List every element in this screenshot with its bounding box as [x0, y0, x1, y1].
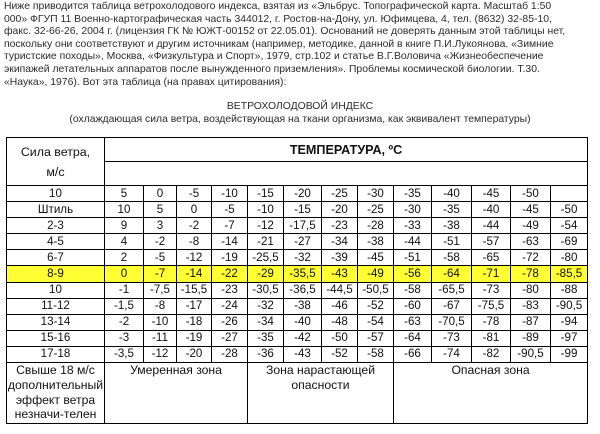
- zone-dangerous: Опасная зона: [394, 363, 588, 424]
- wind-speed-cell: Штиль: [7, 202, 105, 218]
- temperature-cell: -73: [472, 282, 511, 298]
- intro-line: туристские походы», Москва, «Физкультура и Спорт», 1979, стр.102 и статье В.Г.Воловича «Жизнеобеспечение: [4, 51, 544, 63]
- temperature-cell: -15,5: [177, 282, 212, 298]
- temperature-cell: -2: [177, 218, 212, 234]
- temperature-cell: -49: [511, 218, 551, 234]
- temperature-cell: -1: [105, 282, 144, 298]
- temperature-cell: -3,5: [105, 346, 144, 362]
- temperature-cell: -15: [284, 202, 322, 218]
- temperature-cell: -63: [511, 234, 551, 250]
- intro-line: Ниже приводится таблица ветрохолодового индекса, взятая из «Эльбрус. Топографической карта. Масштаб 1:50: [4, 1, 552, 12]
- temperature-cell: -99: [551, 346, 588, 362]
- temperature-cell: -15: [248, 186, 284, 202]
- temperature-cell: -19: [177, 330, 212, 346]
- wind-speed-cell: 4-5: [7, 234, 105, 250]
- temperature-cell: -75,5: [472, 298, 511, 314]
- intro-paragraph: [4, 1, 596, 89]
- wind-speed-cell: 2-3: [7, 218, 105, 234]
- temperature-cell: -27: [212, 330, 248, 346]
- temperature-cell: -64: [432, 266, 472, 282]
- zones-row: [7, 363, 588, 424]
- temperature-cell: -3: [105, 330, 144, 346]
- temperature-cell: -45: [472, 186, 511, 202]
- temperature-cell: -30,5: [248, 282, 284, 298]
- temperature-cell: -22: [212, 266, 248, 282]
- wind-speed-cell: 10: [7, 282, 105, 298]
- temperature-cell: -94: [551, 314, 588, 330]
- temperature-cell: 5: [144, 202, 177, 218]
- temperature-cell: -85,5: [551, 266, 588, 282]
- temperature-cell: -25: [358, 202, 394, 218]
- zone-increasing-line1: Зона нарастающей: [265, 363, 376, 378]
- wind-speed-cell: 11-12: [7, 298, 105, 314]
- temperature-cell: 0: [105, 266, 144, 282]
- temperature-cell: -7: [212, 218, 248, 234]
- wind-header-unit: м/с: [46, 164, 65, 179]
- temperature-cell: -80: [551, 250, 588, 266]
- temperature-cell: -88: [551, 282, 588, 298]
- temperature-cell: -51: [432, 234, 472, 250]
- temperature-cell: -78: [472, 314, 511, 330]
- note-line: дополнительный: [7, 377, 104, 392]
- temperature-cell: -45: [511, 202, 551, 218]
- temperature-cell: -34: [248, 314, 284, 330]
- temperature-cell: -1,5: [105, 298, 144, 314]
- temperature-cell: -50,5: [358, 282, 394, 298]
- wind-speed-cell: 17-18: [7, 346, 105, 362]
- temperature-cell: -2: [144, 234, 177, 250]
- temperature-cell: -48: [322, 314, 358, 330]
- temperature-cell: -5: [177, 186, 212, 202]
- note-cell: [7, 363, 105, 424]
- header-row: [7, 138, 588, 162]
- temperature-cell: -90,5: [551, 298, 588, 314]
- temperature-cell: -28: [212, 346, 248, 362]
- temperature-cell: -89: [511, 330, 551, 346]
- temperature-cell: -56: [394, 266, 432, 282]
- temperature-cell: -44,5: [322, 282, 358, 298]
- temperature-cell: -36: [248, 346, 284, 362]
- temperature-cell: -25: [322, 186, 358, 202]
- temperature-cell: -65: [472, 250, 511, 266]
- temperature-cell: -43: [322, 266, 358, 282]
- temperature-cell: -8: [144, 298, 177, 314]
- temperature-cell: -45: [358, 250, 394, 266]
- temperature-cell: -67: [432, 298, 472, 314]
- temperature-cell: -46: [322, 298, 358, 314]
- temperature-header: ТЕМПЕРАТУРА, ºС: [105, 138, 588, 162]
- wind-speed-cell: 8-9: [7, 266, 105, 282]
- temperature-cell: -73: [432, 330, 472, 346]
- temperature-cell: -39: [322, 250, 358, 266]
- header-spacer: [105, 162, 588, 186]
- table-caption: [0, 101, 600, 127]
- temperature-cell: -81: [472, 330, 511, 346]
- temperature-cell: -87: [511, 314, 551, 330]
- temperature-cell: -34: [322, 234, 358, 250]
- table-row: [7, 266, 588, 282]
- wind-speed-cell: 15-16: [7, 330, 105, 346]
- temperature-cell: -7: [144, 266, 177, 282]
- temperature-cell: -57: [472, 234, 511, 250]
- temperature-cell: -30: [358, 186, 394, 202]
- temperature-cell: -10: [248, 202, 284, 218]
- intro-line: «Наука», 1976). Вот эта таблица (на правах цитирования):: [4, 76, 287, 88]
- temperature-cell: -12: [177, 250, 212, 266]
- temperature-cell: -24: [212, 298, 248, 314]
- temperature-cell: -38: [432, 218, 472, 234]
- temperature-cell: -40: [472, 202, 511, 218]
- temperature-cell: -44: [472, 218, 511, 234]
- temperature-cell: -20: [322, 202, 358, 218]
- table-row: [7, 314, 588, 330]
- temperature-cell: -35: [394, 186, 432, 202]
- temperature-cell: -50: [511, 186, 551, 202]
- temperature-cell: -25,5: [248, 250, 284, 266]
- temperature-cell: -97: [551, 330, 588, 346]
- temperature-cell: -14: [177, 266, 212, 282]
- table-row: [7, 218, 588, 234]
- zone-moderate: Умеренная зона: [105, 363, 248, 424]
- temperature-cell: -74: [432, 346, 472, 362]
- intro-line: экипажей летательных аппаратов после вынужденного приземления». Проблемы космической биологии. Т.30.: [4, 63, 540, 75]
- temperature-cell: -27: [284, 234, 322, 250]
- note-line: незначи-телен: [14, 407, 97, 422]
- temperature-cell: -35,5: [284, 266, 322, 282]
- temperature-cell: -14: [212, 234, 248, 250]
- table-row: [7, 330, 588, 346]
- temperature-cell: -83: [511, 298, 551, 314]
- temperature-cell: -5: [144, 250, 177, 266]
- temperature-cell: -65,5: [432, 282, 472, 298]
- temperature-cell: -5: [212, 202, 248, 218]
- table-row: [7, 298, 588, 314]
- table-row: [7, 186, 588, 202]
- wind-header-cell: [7, 138, 105, 186]
- temperature-cell: -60: [394, 298, 432, 314]
- temperature-cell: -64: [394, 330, 432, 346]
- temperature-cell: -11: [144, 330, 177, 346]
- temperature-cell: -29: [248, 266, 284, 282]
- temperature-cell: 2: [105, 250, 144, 266]
- temperature-cell: -58: [394, 282, 432, 298]
- temperature-cell: -80: [511, 282, 551, 298]
- temperature-cell: -21: [248, 234, 284, 250]
- note-line: эффект ветра: [15, 392, 96, 407]
- temperature-cell: 0: [177, 202, 212, 218]
- temperature-cell: -50: [551, 202, 588, 218]
- temperature-cell: -8: [177, 234, 212, 250]
- temperature-cell: -54: [551, 218, 588, 234]
- temperature-cell: -12: [248, 218, 284, 234]
- temperature-cell: -78: [511, 266, 551, 282]
- temperature-cell: -19: [212, 250, 248, 266]
- temperature-cell: -38: [284, 298, 322, 314]
- temperature-cell: -54: [358, 314, 394, 330]
- temperature-cell: -35: [248, 330, 284, 346]
- table-row: [7, 250, 588, 266]
- wind-speed-cell: 10: [7, 186, 105, 202]
- temperature-cell: -82: [472, 346, 511, 362]
- temperature-cell: -52: [322, 346, 358, 362]
- temperature-cell: -40: [284, 314, 322, 330]
- temperature-cell: -12: [144, 346, 177, 362]
- temperature-cell: -18: [177, 314, 212, 330]
- temperature-cell: -10: [212, 186, 248, 202]
- temperature-cell: 4: [105, 234, 144, 250]
- wind-speed-cell: 6-7: [7, 250, 105, 266]
- temperature-cell: -20: [177, 346, 212, 362]
- temperature-cell: -58: [358, 346, 394, 362]
- temperature-cell: 3: [144, 218, 177, 234]
- temperature-cell: -7,5: [144, 282, 177, 298]
- temperature-cell: -20: [284, 186, 322, 202]
- intro-line: факс. 32-66-26, 2004 г. (лицензия ГК № ЮЖТ-00152 от 22.05.01). Оснований не доверять данным этой таблицы нет,: [4, 26, 566, 38]
- temperature-cell: -32: [248, 298, 284, 314]
- temperature-cell: -70,5: [432, 314, 472, 330]
- table-row: [7, 234, 588, 250]
- temperature-cell: -63: [394, 314, 432, 330]
- caption-subtitle: (охлаждающая сила ветра, воздействующая на ткани организма, как эквивалент температуры): [69, 113, 531, 125]
- temperature-cell: -90,5: [511, 346, 551, 362]
- temperature-cell: -23: [212, 282, 248, 298]
- temperature-cell: 10: [105, 202, 144, 218]
- zone-increasing-line2: опасности: [291, 377, 350, 392]
- table-row: [7, 202, 588, 218]
- temperature-cell: -69: [551, 234, 588, 250]
- wind-speed-cell: 13-14: [7, 314, 105, 330]
- wind-header-label: Сила ветра,: [20, 144, 91, 159]
- temperature-cell: -58: [432, 250, 472, 266]
- temperature-cell: -40: [432, 186, 472, 202]
- temperature-cell: -38: [358, 234, 394, 250]
- temperature-cell: 5: [105, 186, 144, 202]
- temperature-cell: -44: [394, 234, 432, 250]
- note-line: Свыше 18 м/с: [16, 363, 95, 378]
- temperature-cell: -35: [432, 202, 472, 218]
- temperature-cell: -28: [358, 218, 394, 234]
- temperature-cell: -66: [394, 346, 432, 362]
- temperature-cell: -43: [284, 346, 322, 362]
- temperature-cell: -36,5: [284, 282, 322, 298]
- temperature-cell: [551, 186, 588, 202]
- temperature-cell: -2: [105, 314, 144, 330]
- temperature-cell: -10: [144, 314, 177, 330]
- temperature-cell: -49: [358, 266, 394, 282]
- temperature-cell: -26: [212, 314, 248, 330]
- temperature-cell: -52: [358, 298, 394, 314]
- zone-increasing-danger: [248, 363, 394, 424]
- temperature-cell: -33: [394, 218, 432, 234]
- temperature-cell: -23: [322, 218, 358, 234]
- temperature-cell: 0: [144, 186, 177, 202]
- wind-chill-table: [6, 137, 588, 424]
- temperature-cell: -30: [394, 202, 432, 218]
- temperature-cell: -71: [472, 266, 511, 282]
- table-row: [7, 282, 588, 298]
- temperature-cell: -17: [177, 298, 212, 314]
- caption-title: ВЕТРОХОЛОДОВОЙ ИНДЕКС: [226, 101, 374, 112]
- intro-line: 000» ФГУП 11 Военно-картографическая часть 344012, г. Ростов-на-Дону, ул. Юфимцева, 4, тел. (8632) 32-85-10,: [4, 13, 552, 25]
- temperature-cell: -17,5: [284, 218, 322, 234]
- temperature-cell: -32: [284, 250, 322, 266]
- temperature-cell: -57: [358, 330, 394, 346]
- temperature-cell: -42: [284, 330, 322, 346]
- table-row: [7, 346, 588, 362]
- intro-line: поскольку они соответствуют и другим источникам (например, методике, данной в книге П.И.Лукоянова. «Зимние: [4, 38, 554, 50]
- temperature-cell: -51: [394, 250, 432, 266]
- temperature-cell: -50: [322, 330, 358, 346]
- temperature-cell: 9: [105, 218, 144, 234]
- temperature-cell: -72: [511, 250, 551, 266]
